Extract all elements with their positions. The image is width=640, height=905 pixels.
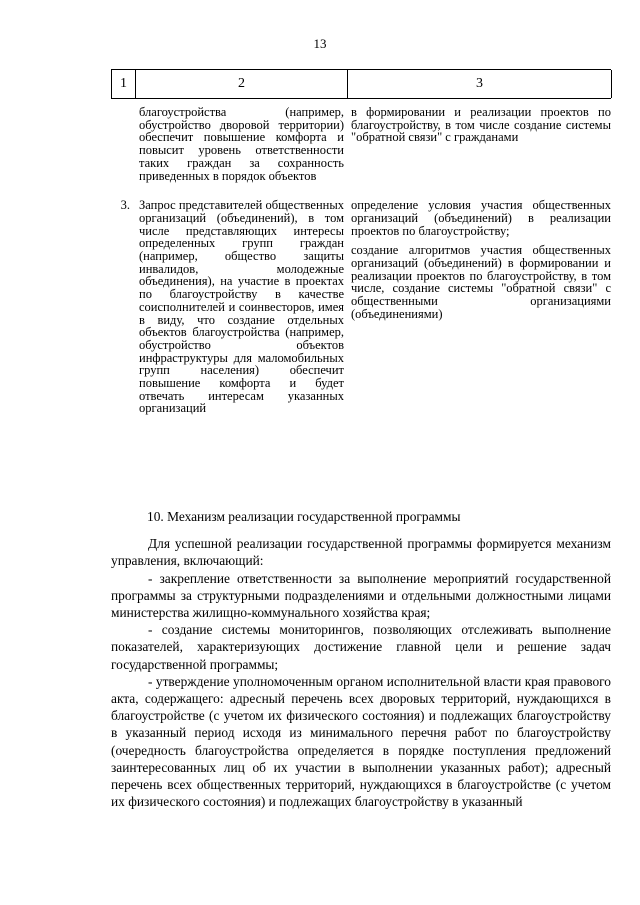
table-row	[111, 106, 611, 182]
program-table	[111, 69, 611, 415]
measure-paragraph: определение условия участия общественных организаций (объединений) в реализации проектов по благоустройству;	[351, 198, 611, 238]
measure-paragraph: в формировании и реализации проектов по благоустройству, в том числе создание системы "обратной связи" с гражданами	[351, 105, 611, 145]
section-title: 10. Механизм реализации государственной программы	[147, 509, 461, 524]
measure-paragraph: создание алгоритмов участия общественных организаций (объединений) в формировании и реализации проектов по благоустройству, в том числе, создание системы "обратной связи" с общественными организациями (объединениями)	[351, 243, 611, 321]
table-header-row	[111, 69, 611, 99]
page-number: 13	[313, 36, 327, 51]
row-measure-text	[347, 106, 611, 182]
body-paragraph: - закрепление ответственности за выполнение мероприятий государственной программы за структурными подразделениями и отдельными должностными лицами министерства жилищно-коммунального хозяйства края;	[111, 570, 611, 621]
body-paragraph: Для успешной реализации государственной программы формируется механизм управления, включающий:	[111, 536, 611, 569]
body-paragraph: - создание системы мониторингов, позволяющих отслеживать выполнение показателей, характеризующих достижение главной цели и решение задач государственной программы;	[111, 622, 611, 672]
table-header-col-2: 2	[136, 70, 348, 98]
table-header-col-1: 1	[112, 70, 136, 98]
body-paragraph: - утверждение уполномоченным органом исполнительной власти края правового акта, содержащего: адресный перечень всех дворовых территорий, нуждающихся в благоустройстве (с учетом их физического состояния) и подлежащих благоустройству в указанный период исходя из минимального перечня работ по благоустройству (очередность благоустройства определяется в порядке поступления предложений заинтересованных лиц об их участии в выполнении указанных работ); адресный перечень всех общественных территорий, нуждающихся в благоустройстве (с учетом их физического состояния) и подлежащих благоустройству в указанный	[111, 673, 611, 810]
table-row	[111, 199, 611, 415]
row-number	[111, 106, 135, 182]
row-problem-text: благоустройства (например, обустройство дворовой территории) обеспечит повышение комфорта и повысит уровень ответственности таких граждан за сохранность приведенных в порядок объектов	[139, 105, 344, 183]
section-body	[111, 508, 611, 810]
row-number: 3.	[120, 198, 130, 213]
table-header-col-3: 3	[348, 70, 612, 98]
row-problem-text: Запрос представителей общественных организаций (объединений), в том числе представляющих интересы определенных групп граждан (например, общество защиты инвалидов, молодежные объединения), на участие в проектах по благоустройству в качестве соисполнителей и соинвесторов, имея в виду, что создание отдельных объектов благоустройства (например, обустройство объектов инфраструктуры для маломобильных групп населения) обеспечит повышение комфорта и будет отвечать интересам указанных организаций	[139, 198, 344, 416]
row-measure-text	[347, 199, 611, 415]
